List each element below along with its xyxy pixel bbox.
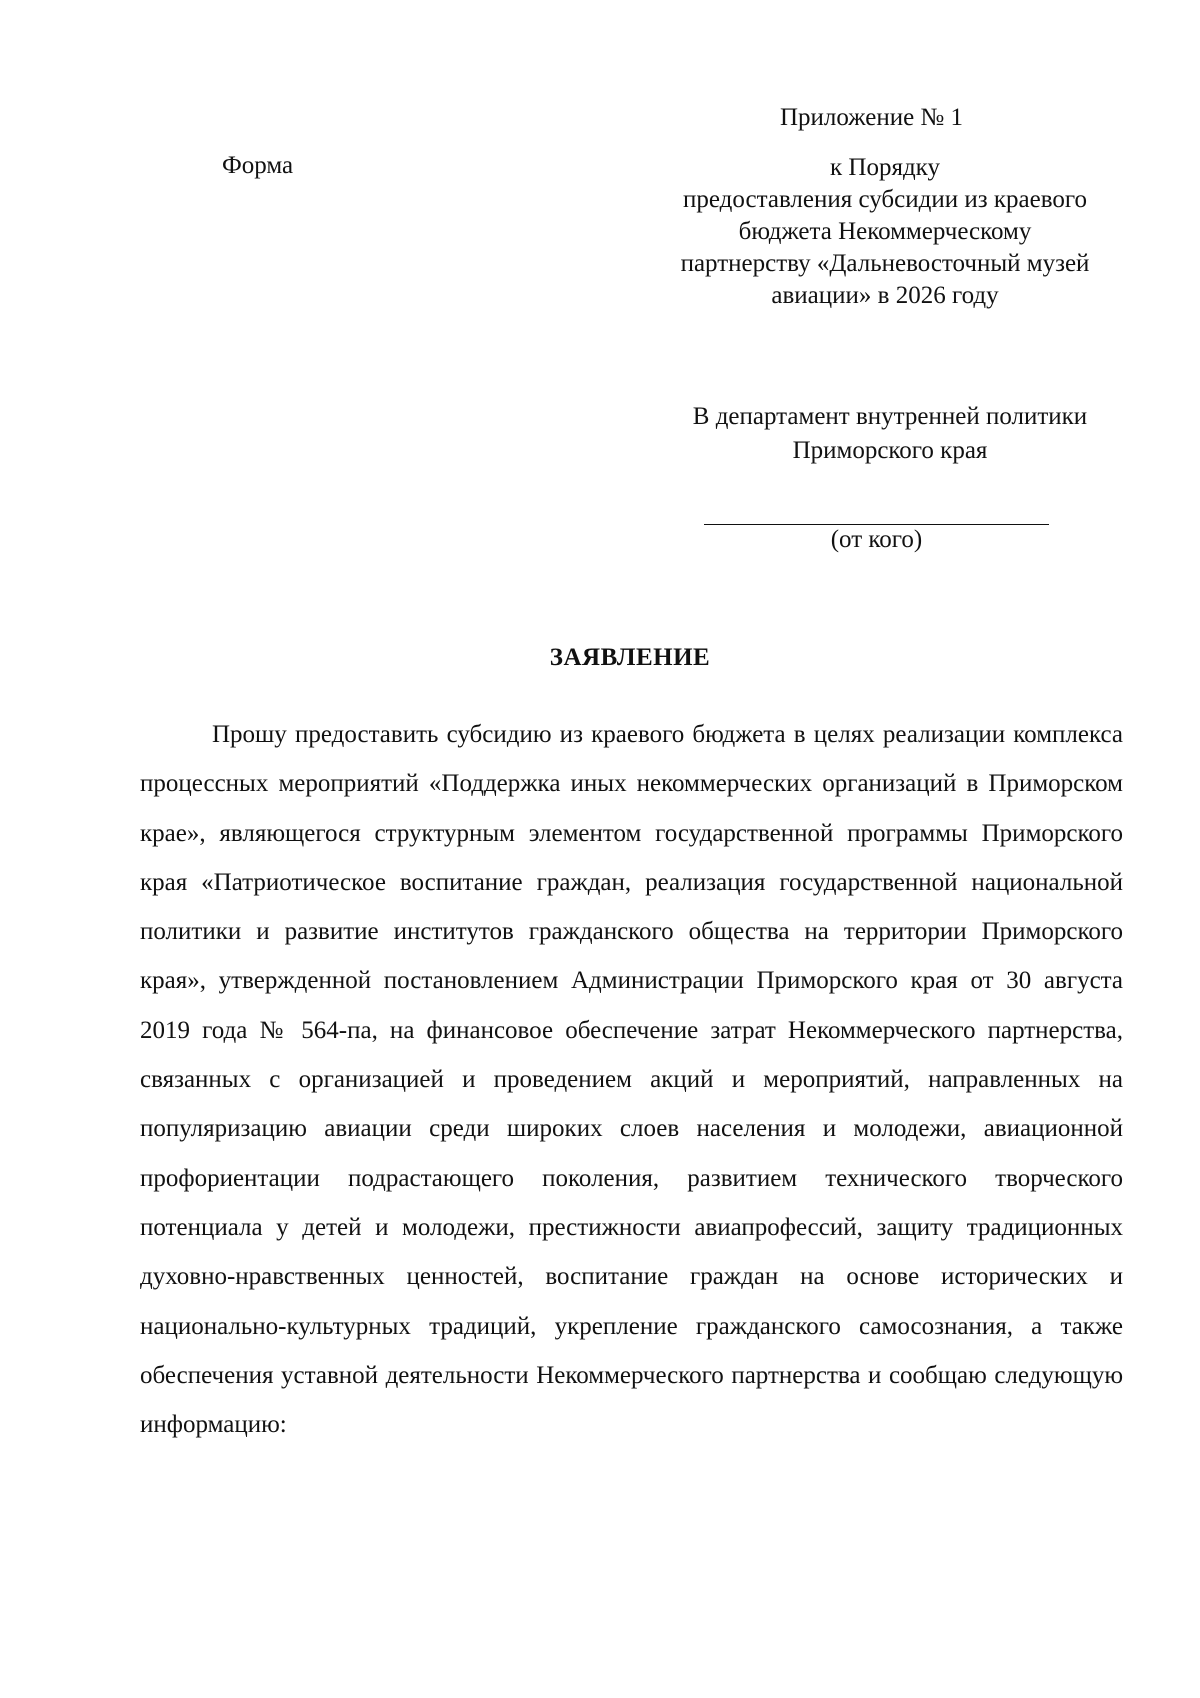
from-label: (от кого) <box>830 526 923 553</box>
addressee-line: В департамент внутренней политики <box>692 403 1088 430</box>
appendix-number: Приложение № 1 <box>780 104 964 131</box>
document-title: ЗАЯВЛЕНИЕ <box>549 644 711 671</box>
appendix-ref-line: партнерству «Дальневосточный музей <box>680 250 1090 277</box>
appendix-reference <box>640 152 1130 312</box>
addressee-line: Приморского края <box>792 437 988 464</box>
appendix-ref-line: авиации» в 2026 году <box>771 282 999 309</box>
document-body-paragraph: Прошу предоставить субсидию из краевого бюджета в целях реализации комплекса процессных мероприятий «Поддержка иных некоммерческих организаций в Приморском крае», являющегося структурным элементом государственной программы Приморского края «Патриотическое воспитание граждан, реализация государственной национальной политики и развитие институтов гражданского общества на территории Приморского края», утвержденной постановлением Администрации Приморского края от 30 августа 2019 года № 564-па, на финансовое обеспечение затрат Некоммерческого партнерства, связанных с организацией и проведением акций и мероприятий, направленных на популяризацию авиации среди широких слоев населения и молодежи, авиационной профориентации подрастающего поколения, развитием технического творческого потенциала у детей и молодежи, престижности авиапрофессий, защиту традиционных духовно-нравственных ценностей, воспитание граждан на основе исторических и национально-культурных традиций, укрепление гражданского самосознания, а также обеспечения уставной деятельности Некоммерческого партнерства и сообщаю следующую информацию: <box>140 721 1123 1439</box>
appendix-ref-line: предоставления субсидии из краевого <box>683 186 1087 213</box>
addressee-block <box>640 400 1140 468</box>
appendix-ref-line: к Порядку <box>830 154 940 181</box>
form-label: Форма <box>222 152 294 179</box>
appendix-ref-line: бюджета Некоммерческому <box>738 218 1032 245</box>
from-signature-line <box>704 524 1049 525</box>
